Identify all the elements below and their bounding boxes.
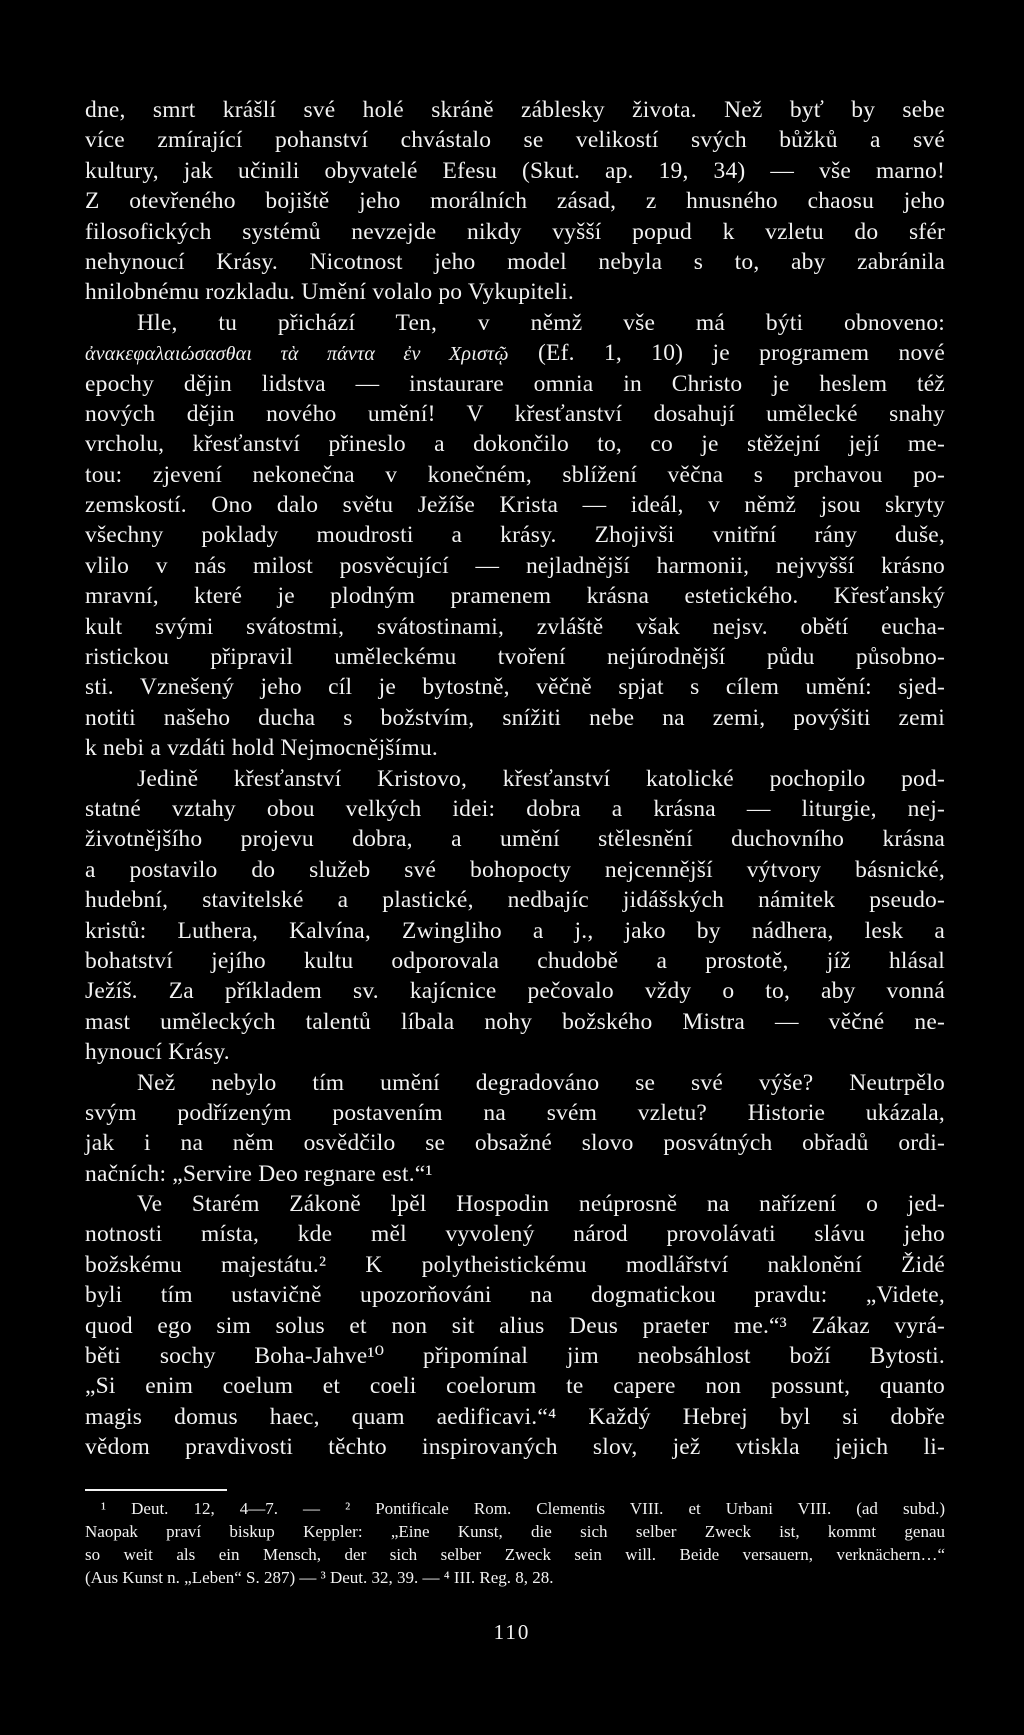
text-line: magis domus haec, quam aedificavi.“⁴ Každý Hebrej byl si dobře — [85, 1403, 945, 1430]
text-line: životnějšího projevu dobra, a umění stělesnění duchovního krásna — [85, 826, 945, 853]
text-line: Hle, tu přichází Ten, v němž vše má býti obnoveno: — [137, 309, 945, 336]
text-line: hnilobnému rozkladu. Umění volalo po Vykupiteli. — [85, 279, 574, 306]
text-line: vlilo v nás milost posvěcující — nejladnější harmonii, nejvyšší krásno — [85, 552, 945, 579]
text-line: mravní, které je plodným pramenem krásna estetického. Křesťanský — [85, 583, 945, 610]
text-line: božskému majestátu.² K polytheistickému modlářství naklonění Židé — [85, 1251, 945, 1278]
text-line: byli tím ustavičně upozorňováni na dogmatickou pravdu: „Videte, — [85, 1282, 945, 1309]
footnotes-block — [85, 1497, 945, 1589]
text-line: nehynoucí Krásy. Nicotnost jeho model nebyla s to, aby zabránila — [85, 248, 945, 275]
text-line: kristů: Luthera, Kalvína, Zwingliho a j., jako by nádhera, lesk a — [85, 917, 945, 944]
footnote-line: so weit als ein Mensch, der sich selber Zweck sein will. Beide versauern, verknächern…“ — [85, 1545, 945, 1564]
text-line: jak i na něm osvědčilo se obsažné slovo posvátných obřadů ordi- — [85, 1130, 945, 1157]
main-text-block — [85, 95, 945, 1463]
text-line-rest: (Ef. 1, 10) je programem nové — [538, 340, 946, 367]
text-line: svým podřízeným postavením na svém vzletu? Historie ukázala, — [85, 1099, 945, 1126]
text-line: mast uměleckých talentů líbala nohy božského Mistra — věčné ne- — [85, 1008, 945, 1035]
text-line: načních: „Servire Deo regnare est.“¹ — [85, 1160, 433, 1187]
text-line: běti sochy Boha-Jahve¹⁰ připomínal jim neobsáhlost boží Bytosti. — [85, 1343, 945, 1370]
text-line: notiti našeho ducha s božstvím, snížiti nebe na zemi, povýšiti zemi — [85, 704, 945, 731]
text-line: k nebi a vzdáti hold Nejmocnějšímu. — [85, 735, 438, 762]
text-line: vědom pravdivosti těchto inspirovaných slov, jež vtiskla jejich li- — [85, 1434, 945, 1461]
text-line: Ježíš. Za příkladem sv. kajícnice pečovalo vždy o to, aby vonná — [85, 978, 945, 1005]
text-line: sti. Vznešený jeho cíl je bytostně, věčně spjat s cílem umění: sjed- — [85, 674, 945, 701]
text-line: epochy dějin lidstva — instaurare omnia in Christo je heslem též — [85, 370, 945, 397]
text-line: filosofických systémů nevzejde nikdy vyšší popud k vzletu do sfér — [85, 218, 945, 245]
text-line: vrcholu, křesťanství přineslo a dokončilo to, co je stěžejní její me- — [85, 431, 945, 458]
text-line: notnosti místa, kde měl vyvolený národ provolávati slávu jeho — [85, 1221, 945, 1248]
text-line: hynoucí Krásy. — [85, 1039, 230, 1066]
footnote-divider — [85, 1489, 227, 1491]
footnote-line: (Aus Kunst n. „Leben“ S. 287) — ³ Deut. 32, 39. — ⁴ III. Reg. 8, 28. — [85, 1568, 554, 1587]
text-line: a postavilo do služeb své bohopocty nejcennější výtvory básnické, — [85, 856, 945, 883]
greek-quote: ἀνακεφαλαιώσασθαι τὰ πάντα ἐν Χριστῷ — [85, 343, 509, 366]
text-line: quod ego sim solus et non sit alius Deus praeter me.“³ Zákaz vyrá- — [85, 1312, 945, 1339]
text-line: dne, smrt krášlí své holé skráně záblesky života. Než byť by sebe — [85, 97, 945, 123]
text-line: kultury, jak učinili obyvatelé Efesu (Skut. ap. 19, 34) — vše marno! — [85, 157, 945, 184]
text-line: více zmírající pohanství chvástalo se velikostí svých bůžků a své — [85, 127, 945, 154]
text-line: hudební, stavitelské a plastické, nedbajíc jidášských námitek pseudo- — [85, 887, 945, 914]
page-number: 110 — [493, 1620, 531, 1644]
text-line: bohatství jejího kultu odporovala chudobě a prostotě, jíž hlásal — [85, 947, 945, 974]
text-line: Než nebylo tím umění degradováno se své výše? Neutrpělo — [137, 1069, 945, 1096]
text-line — [85, 338, 945, 368]
text-line: Ve Starém Zákoně lpěl Hospodin neúprosně na nařízení o jed- — [137, 1191, 945, 1218]
text-line: nových dějin nového umění! V křesťanství dosahují umělecké snahy — [85, 400, 945, 427]
text-line: všechny poklady moudrosti a krásy. Zhojivši vnitřní rány duše, — [85, 522, 945, 549]
text-line: Jedině křesťanství Kristovo, křesťanství katolické pochopilo pod- — [137, 765, 945, 792]
text-line: Z otevřeného bojiště jeho morálních zásad, z hnusného chaosu jeho — [85, 188, 945, 215]
footnote-line: Naopak praví biskup Keppler: „Eine Kunst, die sich selber Zweck ist, kommt genau — [85, 1522, 945, 1541]
text-line: kult svými svátostmi, svátostinami, zvláště však nejsv. obětí eucha- — [85, 613, 945, 640]
text-line: ristickou připravil uměleckému tvoření nejúrodnější půdu působno- — [85, 644, 945, 671]
text-line: statné vztahy obou velkých idei: dobra a krásna — liturgie, nej- — [85, 795, 945, 822]
text-line: tou: zjevení nekonečna v konečném, sblížení věčna s prchavou po- — [85, 461, 945, 488]
text-line: zemskostí. Ono dalo světu Ježíše Krista — ideál, v němž jsou skryty — [85, 492, 945, 519]
footnote-line: ¹ Deut. 12, 4—7. — ² Pontificale Rom. Clementis VIII. et Urbani VIII. (ad subd.) — [101, 1499, 945, 1518]
text-line: „Si enim coelum et coeli coelorum te capere non possunt, quanto — [85, 1373, 945, 1400]
